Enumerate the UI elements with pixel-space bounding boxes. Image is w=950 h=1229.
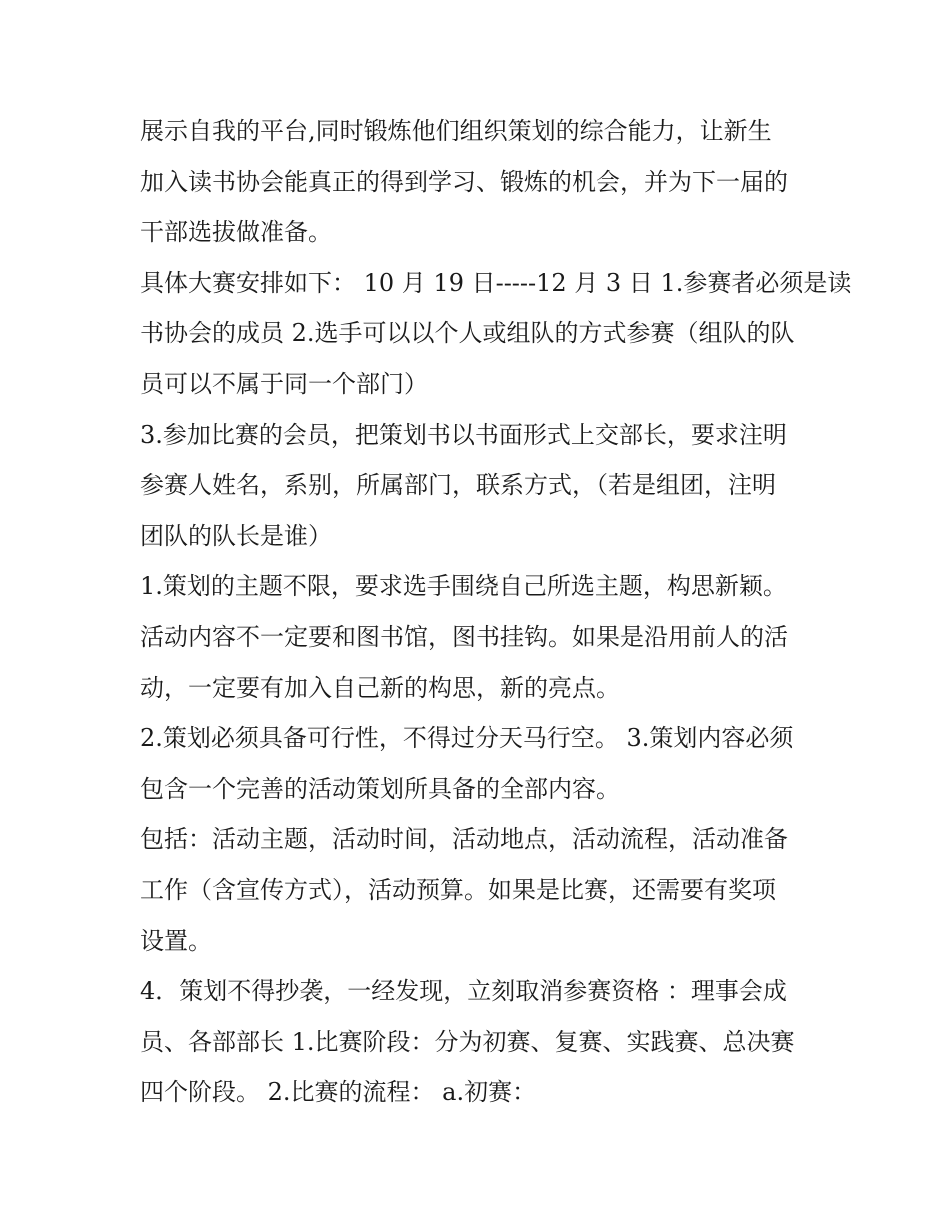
text-line: 员、各部部长 1.比赛阶段：分为初赛、复赛、实践赛、总决赛 [140, 1027, 795, 1056]
text-line: 设置。 [140, 926, 212, 955]
text-line: 展示自我的平台,同时锻炼他们组织策划的综合能力，让新生 [140, 117, 772, 145]
text-line: 活动内容不一定要和图书馆，图书挂钩。如果是沿用前人的活 [140, 622, 788, 651]
text-line: 3.参加比赛的会员，把策划书以书面形式上交部长，要求注明 [140, 420, 787, 449]
text-line: 动，一定要有加入自己新的构思，新的亮点。 [140, 673, 620, 702]
text-line: 具体大赛安排如下： 10 月 19 日-----12 月 3 日 1.参赛者必须是读 [140, 268, 852, 297]
document-body [140, 106, 852, 1118]
text-line: 参赛人姓名，系别，所属部门，联系方式，（若是组团，注明 [140, 471, 776, 500]
text-line: 包括：活动主题，活动时间，活动地点，活动流程，活动准备 [140, 825, 788, 854]
text-line: 2.策划必须具备可行性，不得过分天马行空。 3.策划内容必须 [140, 724, 794, 753]
text-line: 4．策划不得抄袭，一经发现，立刻取消参赛资格 ：理事会成 [140, 977, 787, 1006]
text-line: 干部选拔做准备。 [140, 218, 332, 247]
text-line: 工作（含宣传方式），活动预算。如果是比赛，还需要有奖项 [140, 875, 776, 904]
text-line: 加入读书协会能真正的得到学习、锻炼的机会，并为下一届的 [140, 167, 788, 196]
text-line: 员可以不属于同一个部门） [140, 369, 428, 398]
text-line: 四个阶段。 2.比赛的流程： a.初赛： [140, 1078, 537, 1107]
text-line: 1.策划的主题不限，要求选手围绕自己所选主题，构思新颖。 [140, 572, 787, 601]
text-line: 书协会的成员 2.选手可以以个人或组队的方式参赛（组队的队 [140, 319, 795, 348]
text-line: 包含一个完善的活动策划所具备的全部内容。 [140, 774, 620, 803]
text-line: 团队的队长是谁） [140, 521, 332, 550]
